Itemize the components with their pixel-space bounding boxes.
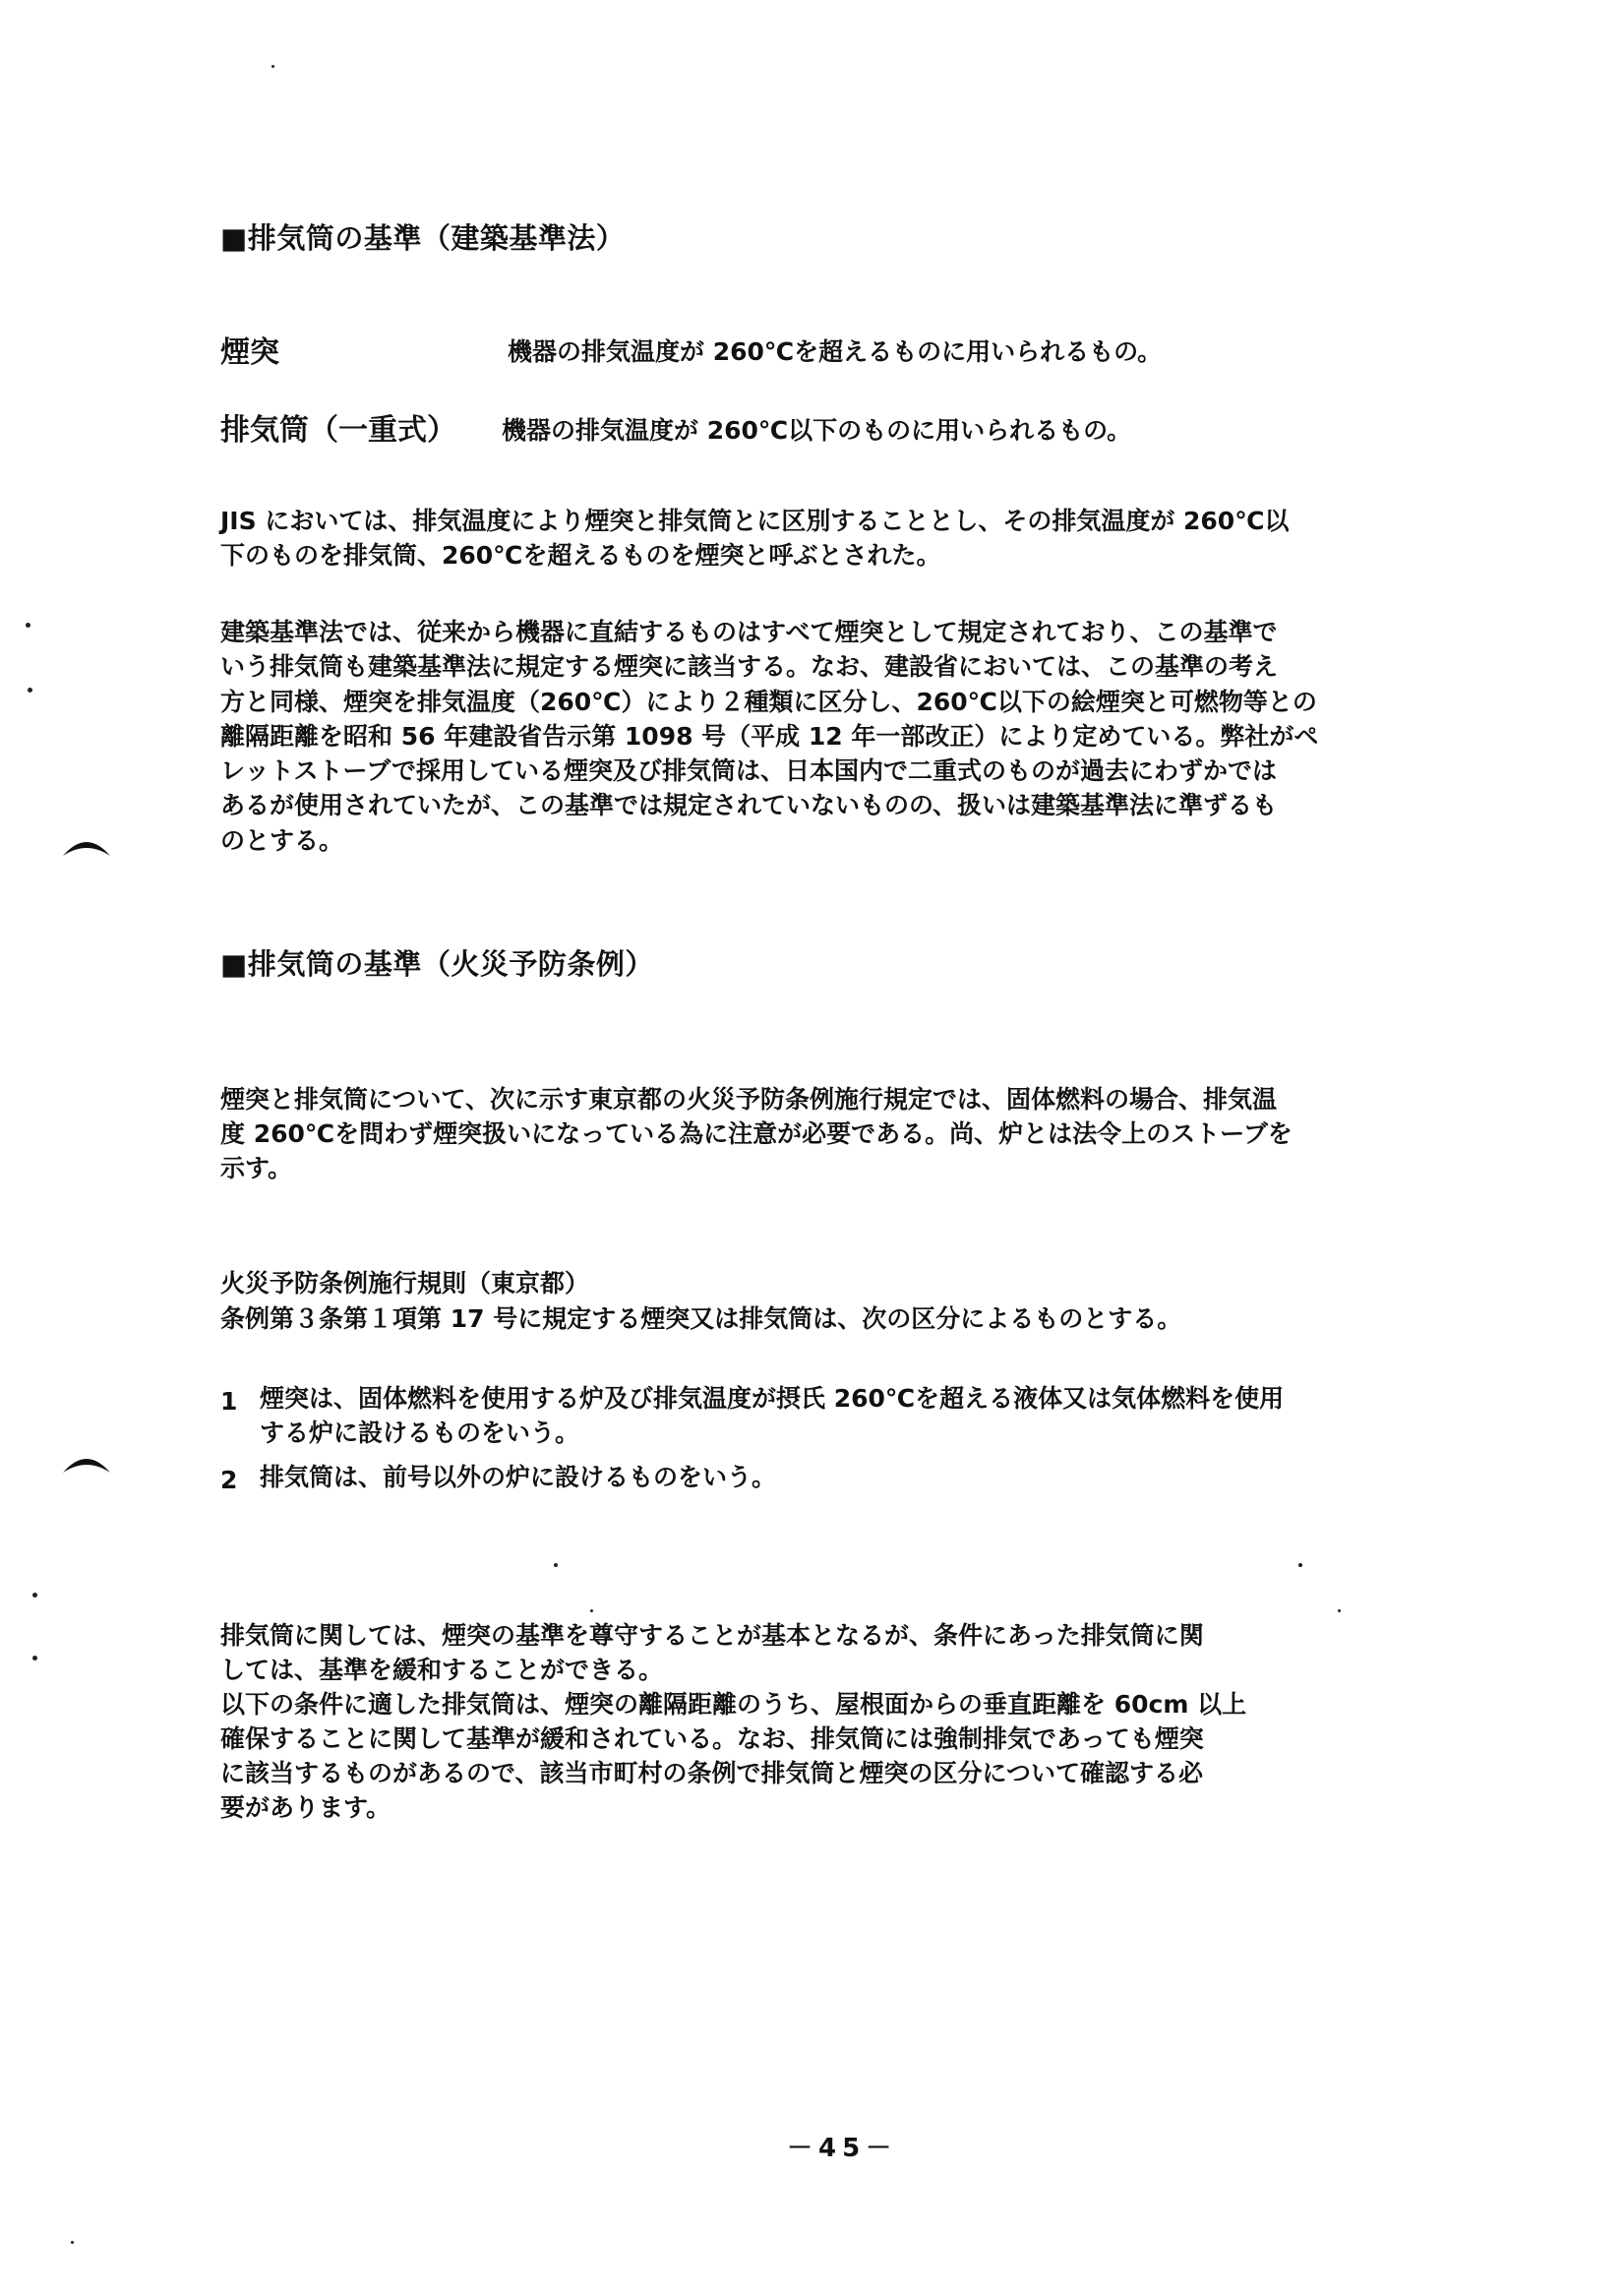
scan-speck	[1298, 1563, 1302, 1567]
paragraph-line: しては、基準を緩和することができる。	[220, 1656, 664, 1684]
paragraph-jis	[220, 504, 1289, 573]
rule-intro: 条例第３条第１項第 17 号に規定する煙突又は排気筒は、次の区分によるものとする。	[220, 1304, 1182, 1333]
scan-speck	[71, 2241, 74, 2244]
paragraph-building-standards-law	[220, 615, 1318, 858]
list-item-text	[260, 1381, 1284, 1450]
paragraph-line: 離隔距離を昭和 56 年建設省告示第 1098 号（平成 12 年一部改正）により定めている。弊社がペ	[220, 721, 1319, 751]
scan-speck	[26, 623, 30, 628]
scan-speck	[1338, 1609, 1341, 1612]
paragraph-exhaust-relaxation	[220, 1618, 1246, 1825]
scan-speck	[28, 688, 32, 693]
paragraph-line: 煙突と排気筒について、次に示す東京都の火災予防条例施行規定では、固体燃料の場合、排気温	[220, 1085, 1278, 1114]
rule-title: 火災予防条例施行規則（東京都）	[220, 1269, 590, 1298]
paragraph-line: 要があります。	[220, 1793, 391, 1822]
paragraph-line: 度 260℃を問わず煙突扱いになっている為に注意が必要である。尚、炉とは法令上のストーブを	[220, 1119, 1293, 1148]
punch-hole-mark	[61, 1449, 112, 1475]
paragraph-line: レットストーブで採用している煙突及び排気筒は、日本国内で二重式のものが過去にわずかでは	[220, 756, 1278, 786]
list-item-line: 排気筒は、前号以外の炉に設けるものをいう。	[260, 1463, 777, 1491]
section-heading-building-standards: ■排気筒の基準（建築基準法）	[220, 221, 626, 255]
page-number: －45－	[787, 2134, 898, 2163]
paragraph-line: に該当するものがあるので、該当市町村の条例で排気筒と煙突の区分について確認する必	[220, 1759, 1204, 1787]
paragraph-line: 確保することに関して基準が緩和されている。なお、排気筒には強制排気であっても煙突	[220, 1724, 1204, 1753]
list-item-number: 1	[220, 1387, 238, 1416]
punch-hole-mark	[61, 832, 112, 858]
scan-speck	[32, 1656, 37, 1661]
paragraph-line: あるが使用されていたが、この基準では規定されていないものの、扱いは建築基準法に準ずるも	[220, 791, 1278, 820]
term-exhaust-pipe-label: 排気筒（一重式）	[220, 413, 456, 448]
paragraph-line: 以下の条件に適した排気筒は、煙突の離隔距離のうち、屋根面からの垂直距離を 60cm 以上	[220, 1690, 1247, 1719]
list-item-number: 2	[220, 1466, 238, 1494]
paragraph-line: 建築基準法では、従来から機器に直結するものはすべて煙突として規定されており、この基準で	[220, 618, 1278, 646]
paragraph-line: JIS においては、排気温度により煙突と排気筒とに区別することとし、その排気温度が 260℃以	[220, 507, 1290, 535]
list-item-line: する炉に設けるものをいう。	[260, 1419, 580, 1447]
term-chimney-definition: 機器の排気温度が 260℃を超えるものに用いられるもの。	[508, 337, 1163, 366]
paragraph-line: 示す。	[220, 1154, 293, 1182]
scan-speck	[271, 65, 274, 68]
paragraph-line: 排気筒に関しては、煙突の基準を尊守することが基本となるが、条件にあった排気筒に関	[220, 1621, 1204, 1650]
paragraph-line: 下のものを排気筒、260℃を超えるものを煙突と呼ぶとされた。	[220, 541, 941, 570]
list-item-line: 煙突は、固体燃料を使用する炉及び排気温度が摂氏 260℃を超える液体又は気体燃料を使用	[260, 1384, 1285, 1413]
paragraph-line: いう排気筒も建築基準法に規定する煙突に該当する。なお、建設省においては、この基準の考え	[220, 652, 1279, 682]
term-chimney-label: 煙突	[220, 335, 279, 370]
scan-speck	[554, 1563, 558, 1567]
paragraph-line: 方と同様、煙突を排気温度（260℃）により２種類に区分し、260℃以下の絵煙突と可燃物等との	[220, 687, 1317, 716]
section-heading-fire-prevention: ■排気筒の基準（火災予防条例）	[220, 947, 654, 981]
paragraph-fire-prevention	[220, 1082, 1293, 1185]
scan-speck	[32, 1593, 37, 1598]
list-item-text	[260, 1460, 776, 1494]
paragraph-line: のとする。	[220, 825, 344, 855]
scan-speck	[590, 1609, 593, 1612]
term-exhaust-pipe-definition: 機器の排気温度が 260℃以下のものに用いられるもの。	[502, 416, 1132, 445]
